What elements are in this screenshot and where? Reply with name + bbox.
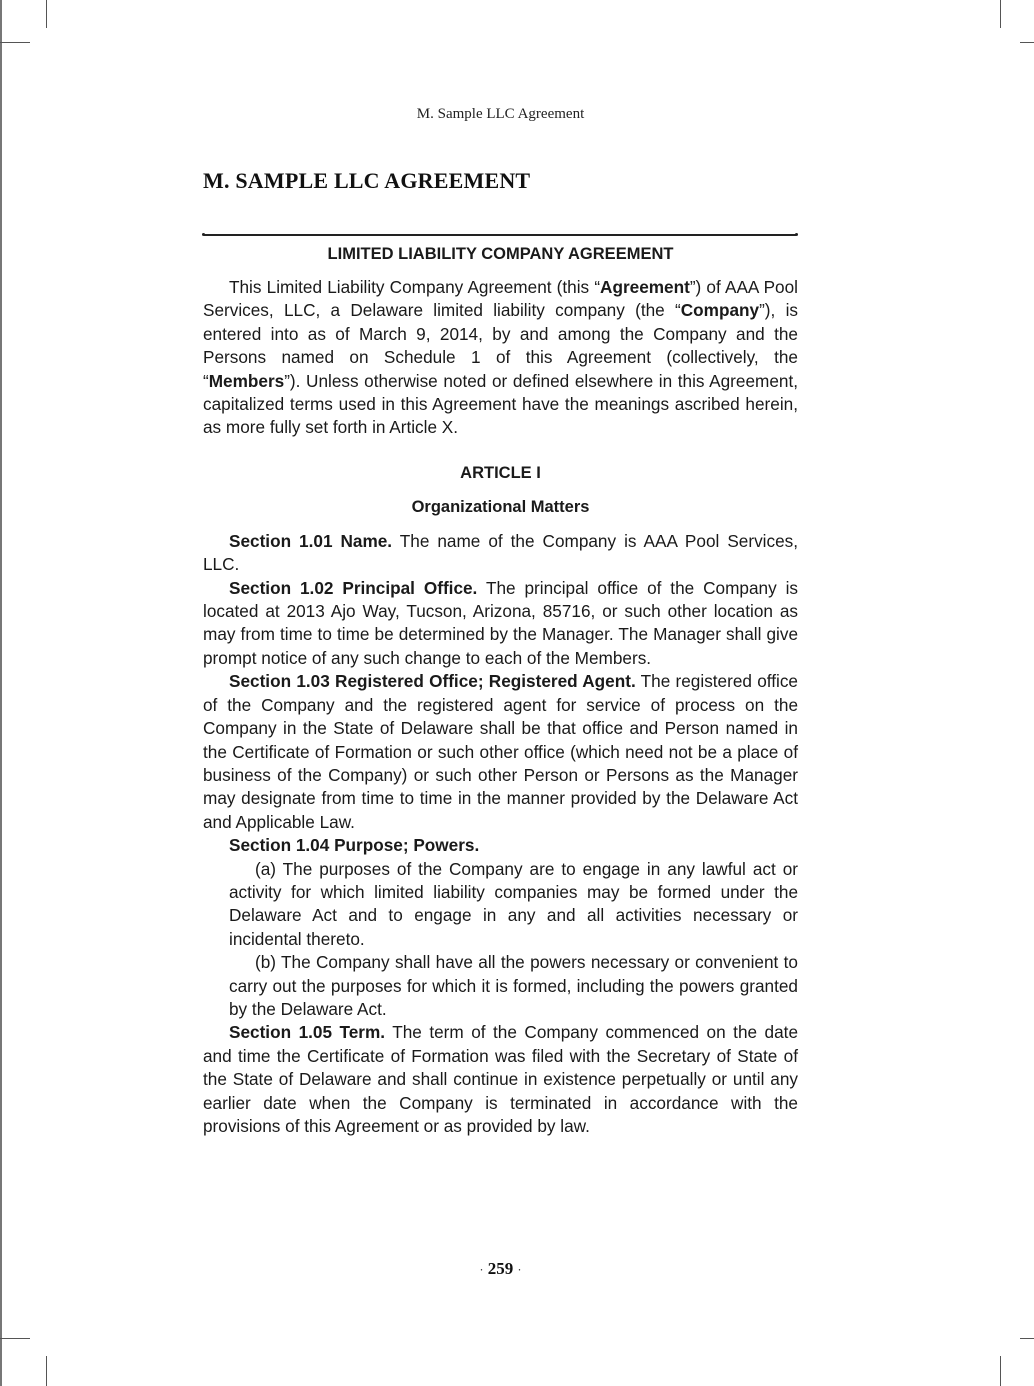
- crop-mark-top-right-vertical: [1000, 0, 1001, 28]
- defined-term-agreement: Agreement: [600, 277, 690, 297]
- folio-dot-left: ·: [479, 1262, 484, 1277]
- section-1-05-label: Section 1.05 Term.: [229, 1022, 386, 1043]
- section-1-04-label: Section 1.04 Purpose; Powers.: [229, 835, 480, 856]
- intro-text-3: ”), is entered into as of March 9, 2014, by and among the Company and the Persons named on Schedule 1 of this Agreement (collectively, the “: [203, 300, 798, 391]
- section-1-03-label: Section 1.03 Registered Office; Registered Agent.: [229, 671, 636, 692]
- section-1-02: [203, 577, 798, 671]
- section-1-04-b: (b) The Company shall have all the powers necessary or convenient to carry out the purposes for which it is formed, including the powers granted by the Delaware Act.: [229, 952, 798, 1019]
- article-heading: ARTICLE I: [460, 463, 541, 482]
- intro-text-4: ”). Unless otherwise noted or defined elsewhere in this Agreement, capitalized terms used in this Agreement have the meanings ascribed herein, as more fully set forth in Article X.: [203, 370, 798, 438]
- section-1-01: [203, 530, 798, 577]
- article-subheading: Organizational Matters: [411, 497, 590, 516]
- folio-dot-right: ·: [517, 1262, 522, 1277]
- section-1-02-text: The principal office of the Company is located at 2013 Ajo Way, Tucson, Arizona, 85716, or such other location as may from time to time be determined by the Manager. The Manager shall give prompt notice of any such change to each of the Members.: [203, 577, 798, 668]
- crop-mark-bottom-left-horizontal: [0, 1338, 30, 1339]
- page-left-border: [0, 0, 2, 1386]
- crop-mark-bottom-right-horizontal: [1020, 1338, 1034, 1339]
- crop-mark-top-left-horizontal: [0, 42, 30, 43]
- running-head: M. Sample LLC Agreement: [416, 106, 585, 122]
- section-1-04: [203, 834, 798, 857]
- section-1-02-label: Section 1.02 Principal Office.: [229, 577, 478, 598]
- section-1-03-text: The registered office of the Company and the registered agent for service of process on the Company in the State of Delaware shall be that office and Person named in the Certificate of Formation or such other office (which need not be a place of business of the Company) or such other Person or Persons as the Manager may designate from time to time in the manner provided by the Delaware Act and Applicable Law.: [203, 671, 798, 832]
- section-1-05-text: The term of the Company commenced on the date and time the Certificate of Formation was filed with the Secretary of State of the State of Delaware and shall continue in existence perpetually or until any earlier date when the Company is terminated in accordance with the provisions of this Agreement or as provided by law.: [203, 1022, 799, 1136]
- section-1-01-label: Section 1.01 Name.: [229, 530, 393, 551]
- intro-text-1: This Limited Liability Company Agreement (this “: [229, 277, 601, 297]
- section-1-05: [203, 1021, 798, 1138]
- crop-mark-bottom-left-vertical: [46, 1356, 47, 1386]
- intro-paragraph: [203, 276, 798, 440]
- intro-text-2: ”) of AAA Pool Services, LLC, a Delaware limited liability company (the “: [203, 277, 798, 321]
- page-number-value: 259: [487, 1259, 514, 1278]
- defined-term-company: Company: [680, 300, 760, 321]
- chapter-title: M. SAMPLE LLC AGREEMENT: [203, 168, 531, 193]
- crop-mark-bottom-right-vertical: [1000, 1356, 1001, 1386]
- title-rule: [204, 234, 796, 236]
- crop-mark-top-right-horizontal: [1020, 42, 1034, 43]
- document-heading: LIMITED LIABILITY COMPANY AGREEMENT: [327, 245, 674, 263]
- section-1-03: [203, 670, 798, 834]
- document-body: [203, 243, 798, 1138]
- page-number: [203, 1259, 798, 1279]
- section-1-01-text: The name of the Company is AAA Pool Services, LLC.: [203, 530, 798, 575]
- crop-mark-top-left-vertical: [46, 0, 47, 28]
- section-1-04-a: (a) The purposes of the Company are to engage in any lawful act or activity for which limited liability companies may be formed under the Delaware Act and to engage in any and all activities necessary or incidental thereto.: [229, 858, 798, 949]
- defined-term-members: Members: [208, 370, 285, 391]
